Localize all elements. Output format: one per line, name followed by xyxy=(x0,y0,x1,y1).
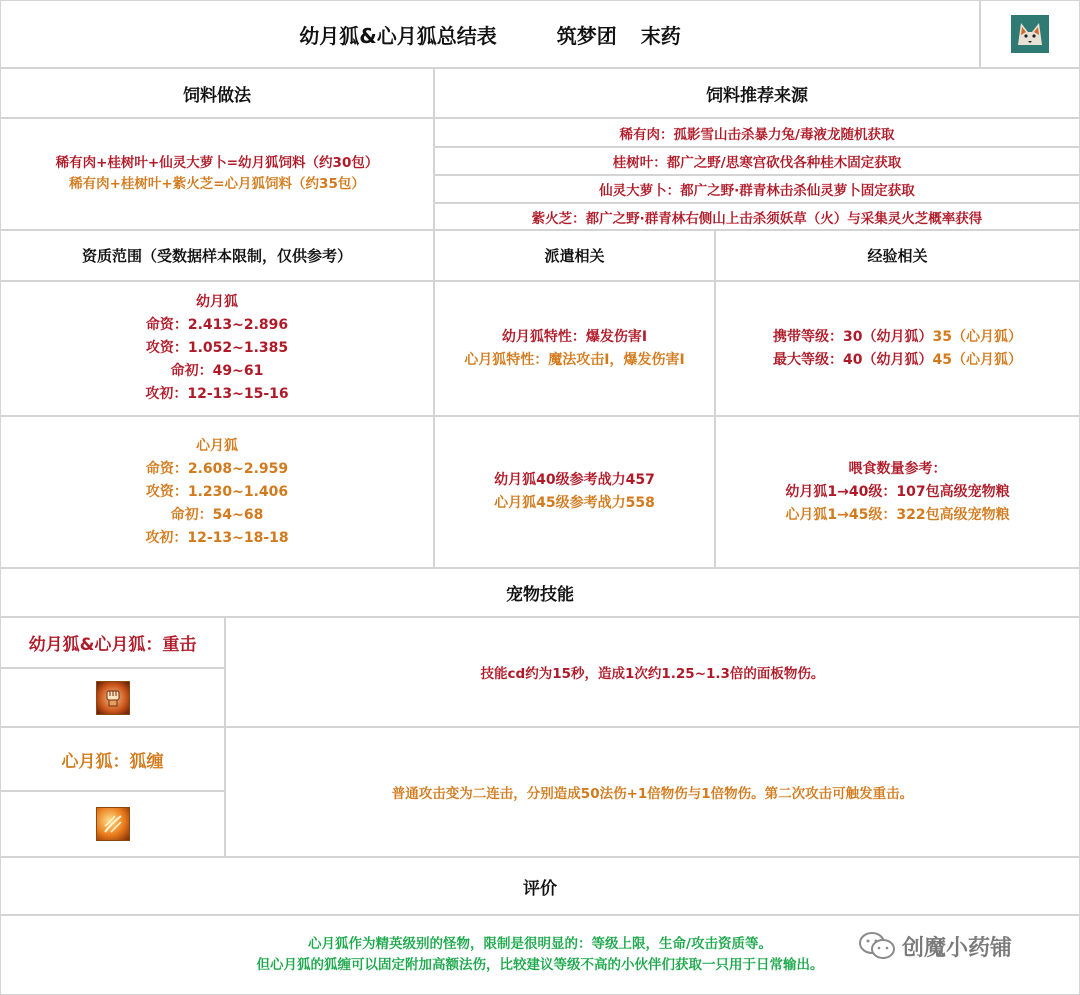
skill1-name-cell xyxy=(0,617,225,668)
skills-header xyxy=(0,568,1080,617)
fist-icon xyxy=(96,681,130,715)
young-fox-power: 幼月狐40级参考战力457 xyxy=(494,472,655,488)
heart-fox-attack: 攻资：1.230~1.406 xyxy=(145,483,289,500)
dispatch-title: 派遣相关 xyxy=(544,247,605,265)
feeding-reference xyxy=(715,416,1080,568)
max-level: 最大等级：40（幼月狐）45（心月狐） xyxy=(773,351,1022,368)
skill1-icon-cell xyxy=(0,668,225,727)
heart-fox-aptitude xyxy=(0,416,434,568)
aptitude-header xyxy=(0,230,434,281)
source-row-4 xyxy=(434,203,1080,230)
feeding-title: 喂食数量参考： xyxy=(848,460,947,477)
experience-header xyxy=(715,230,1080,281)
skill1-name: 幼月狐&心月狐：重击 xyxy=(28,635,197,655)
dispatch-power xyxy=(434,416,715,568)
feed-recipes xyxy=(0,118,434,230)
young-fox-life-init: 命初：49~61 xyxy=(170,363,264,379)
experience-title: 经验相关 xyxy=(867,247,928,265)
page-title: 幼月狐&心月狐总结表 xyxy=(299,23,497,48)
dispatch-traits xyxy=(434,281,715,416)
carry-level: 携带等级：30（幼月狐）35（心月狐） xyxy=(773,328,1022,345)
heart-fox-name: 心月狐 xyxy=(196,437,238,454)
source-row-1 xyxy=(434,118,1080,147)
review-title: 评价 xyxy=(523,878,557,899)
skill1-description-cell xyxy=(225,617,1080,727)
feeding-young-fox: 幼月狐1→40级：107包高级宠物粮 xyxy=(785,483,1010,500)
skill1-description: 技能cd约为15秒，造成1次约1.25~1.3倍的面板物伤。 xyxy=(480,666,825,682)
source-purple-fungus: 紫火芝：都广之野·群青林右侧山上击杀须妖草（火）与采集灵火芝概率获得 xyxy=(531,210,983,227)
avatar-cell xyxy=(980,0,1080,68)
young-fox-name: 幼月狐 xyxy=(196,294,238,310)
aptitude-title: 资质范围（受数据样本限制，仅供参考） xyxy=(81,247,352,265)
fox-avatar-icon xyxy=(1011,15,1049,53)
watermark-text: 创魔小药铺 xyxy=(902,935,1013,961)
watermark xyxy=(858,928,1012,964)
skill2-icon-cell xyxy=(0,791,225,857)
author-name: 末药 xyxy=(640,23,681,48)
title-bar xyxy=(0,0,980,68)
team-name: 筑梦团 xyxy=(556,23,617,48)
skill2-description-cell xyxy=(225,727,1080,857)
feeding-heart-fox: 心月狐1→45级：322包高级宠物粮 xyxy=(785,506,1010,523)
feed-source-title: 饲料推荐来源 xyxy=(706,85,808,106)
review-line-1: 心月狐作为精英级别的怪物，限制是很明显的：等级上限，生命/攻击资质等。 xyxy=(308,936,772,952)
source-laurel-leaf: 桂树叶：都广之野/思寒宫砍伐各种桂木固定获取 xyxy=(612,155,902,171)
review-header xyxy=(0,857,1080,915)
source-row-3 xyxy=(434,175,1080,203)
heart-fox-power: 心月狐45级参考战力558 xyxy=(494,495,655,511)
source-row-2 xyxy=(434,147,1080,175)
wechat-icon xyxy=(858,931,896,961)
heart-fox-life: 命资：2.608~2.959 xyxy=(145,460,289,477)
fox-slash-icon xyxy=(96,807,130,841)
review-line-2: 但心月狐的狐缠可以固定附加高额法伤，比较建议等级不高的小伙伴们获取一只用于日常输出。 xyxy=(256,957,824,973)
feed-method-title: 饲料做法 xyxy=(183,85,251,106)
heart-fox-attack-init: 攻初：12-13~18-18 xyxy=(145,529,289,546)
young-fox-trait: 幼月狐特性：爆发伤害Ⅰ xyxy=(501,328,648,345)
young-fox-aptitude xyxy=(0,281,434,416)
heart-fox-life-init: 命初：54~68 xyxy=(170,506,264,523)
young-fox-attack-init: 攻初：12-13~15-16 xyxy=(145,386,289,402)
recipe-young-fox: 稀有肉+桂树叶+仙灵大萝卜=幼月狐饲料（约30包） xyxy=(55,155,379,171)
heart-fox-trait: 心月狐特性：魔法攻击Ⅰ，爆发伤害Ⅰ xyxy=(464,351,685,368)
skill2-name: 心月狐：狐缠 xyxy=(61,751,164,772)
feed-source-header xyxy=(434,68,1080,118)
skill2-name-cell xyxy=(0,727,225,791)
feed-method-header xyxy=(0,68,434,118)
source-radish: 仙灵大萝卜：都广之野·群青林击杀仙灵萝卜固定获取 xyxy=(599,183,915,199)
young-fox-life: 命资：2.413~2.896 xyxy=(145,317,289,333)
experience-levels xyxy=(715,281,1080,416)
skill2-description: 普通攻击变为二连击，分别造成50法伤+1倍物伤与1倍物伤。第二次攻击可触发重击。 xyxy=(391,786,914,802)
young-fox-attack: 攻资：1.052~1.385 xyxy=(145,340,289,356)
source-rare-meat: 稀有肉：孤影雪山击杀暴力兔/毒液龙随机获取 xyxy=(619,126,895,143)
dispatch-header xyxy=(434,230,715,281)
recipe-heart-fox: 稀有肉+桂树叶+紫火芝=心月狐饲料（约35包） xyxy=(69,176,365,192)
skills-title: 宠物技能 xyxy=(506,585,574,605)
